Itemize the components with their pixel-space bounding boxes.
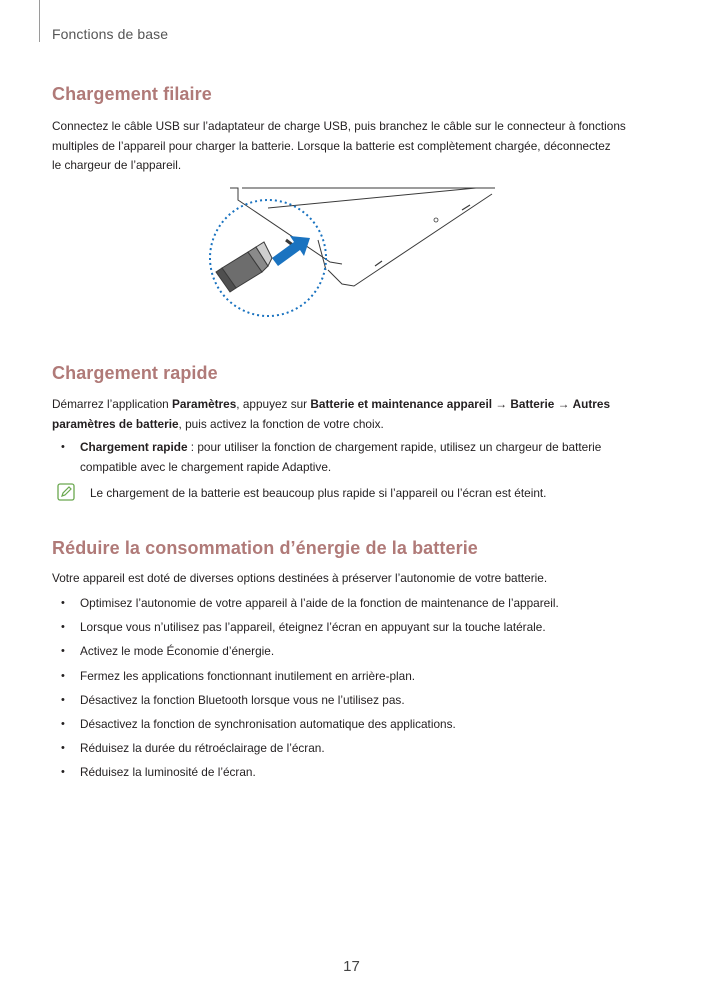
list-item [52,691,652,711]
list-item [52,594,652,614]
note-pencil-icon [57,483,75,501]
charging-illustration [200,180,510,330]
list-item-text: Lorsque vous n’utilisez pas l’appareil, éteignez l’écran en appuyant sur la touche latérale. [80,620,546,635]
bullet: • [61,742,65,755]
list-item-text: Réduisez la durée du rétroéclairage de l’écran. [80,741,325,756]
menu-path-battery: Batterie [510,397,555,411]
bullet: • [61,621,65,634]
reduce-tips-list [52,594,652,783]
list-item-text: Désactivez la fonction Bluetooth lorsque vous ne l’utilisez pas. [80,692,405,707]
list-item-text: Fermez les applications fonctionnant inutilement en arrière-plan. [80,668,416,683]
section-title-reduce-consumption: Réduire la consommation d’énergie de la batterie [52,538,478,558]
list-item-text: Optimisez l’autonomie de votre appareil à l’aide de la fonction de maintenance de l’appareil. [80,596,559,610]
fast-charging-list [52,438,652,477]
list-item-text: compatible avec le chargement rapide Adaptive. [80,459,332,474]
list-item-text: : pour utiliser la fonction de chargement rapide, utilisez un chargeur de batterie [187,440,602,454]
bullet: • [61,766,65,779]
list-item [52,715,652,735]
list-item [52,739,652,759]
list-item [52,763,652,783]
running-header: Fonctions de base [52,26,169,42]
plug-in-arrow-icon [272,236,310,266]
bullet: • [61,645,65,658]
section-title-fast-charging: Chargement rapide [52,363,218,383]
paragraph-line: multiples de l’appareil pour charger la batterie. Lorsque la batterie est complètement chargée, déconnectez [52,138,611,153]
intro-text: Démarrez l’application [52,397,172,411]
arrow-separator: → [554,397,573,411]
section-title-wired-charging: Chargement filaire [52,84,212,104]
list-item [52,618,652,638]
list-item-text: Désactivez la fonction de synchronisation automatique des applications. [80,716,456,731]
paragraph-line: Connectez le câble USB sur l’adaptateur de charge USB, puis branchez le câble sur le connecteur à fonctions [52,119,626,133]
fast-charging-term: Chargement rapide [80,440,188,454]
menu-path-battery-device-care: Batterie et maintenance appareil [310,397,492,411]
bullet: • [61,693,65,706]
list-item [52,438,652,477]
header-rule [39,0,40,42]
wired-charging-paragraph [52,117,652,176]
menu-path-settings: Paramètres [172,397,237,411]
page-number: 17 [343,958,360,975]
note-text: Le chargement de la batterie est beaucoup plus rapide si l’appareil ou l’écran est éteint. [90,486,547,500]
tablet-screen-edge [268,188,476,208]
bullet: • [61,717,65,730]
intro-text: , appuyez sur [236,397,311,411]
paragraph-line: le chargeur de l’appareil. [52,158,182,172]
bullet: • [61,597,65,609]
intro-text: , puis activez la fonction de votre choix. [178,416,384,431]
menu-path-more-settings: Autres [572,397,611,411]
bullet: • [61,441,65,453]
arrow-separator: → [492,397,511,411]
list-item-text: Réduisez la luminosité de l’écran. [80,765,256,780]
list-item-text: Activez le mode Économie d’énergie. [80,644,275,659]
menu-path-more-settings-cont: paramètres de batterie [52,416,179,431]
bullet: • [61,669,65,682]
list-item [52,667,652,687]
reduce-intro: Votre appareil est doté de diverses options destinées à préserver l’autonomie de votre batterie. [52,571,548,585]
list-item [52,642,652,662]
fast-charging-intro [52,395,652,434]
